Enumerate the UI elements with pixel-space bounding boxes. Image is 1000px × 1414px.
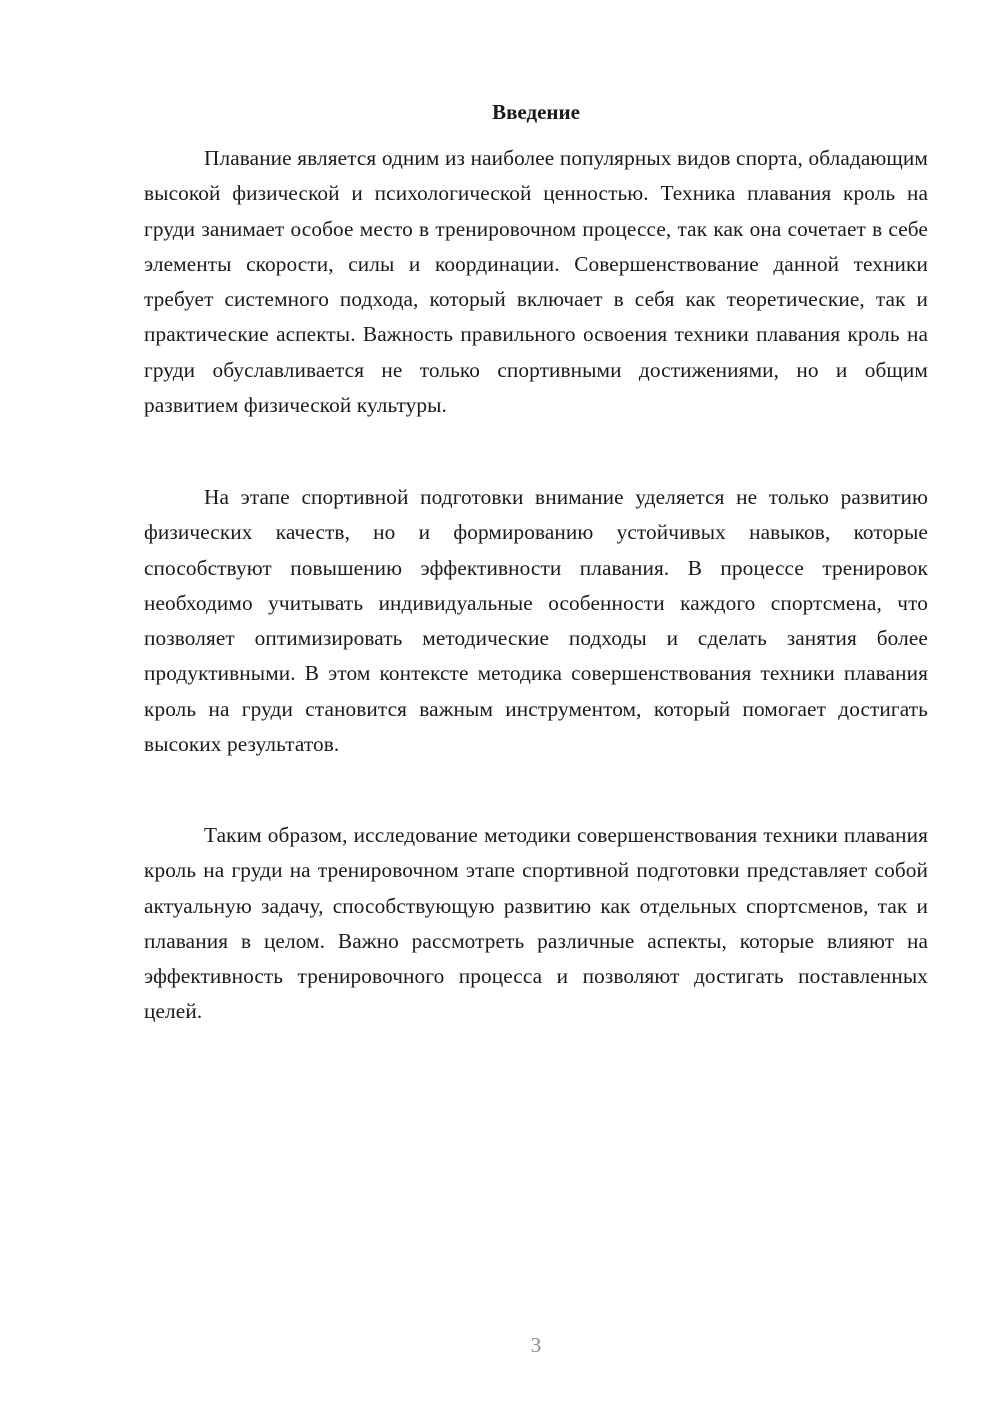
page-number: 3 [530,1333,542,1357]
paragraph-3: Таким образом, исследование методики совершенствования техники плавания кроль на груди на тренировочном этапе спортивной подготовки представляет собой актуальную задачу, способствующую развитию как отдельных спортсменов, так и плавания в целом. Важно рассмотреть различные аспекты, которые влияют на эффективность тренировочного процесса и позволяют достигать поставленных целей. [144,823,928,1024]
paragraph-2: На этапе спортивной подготовки внимание уделяется не только развитию физических качеств, но и формированию устойчивых навыков, которые способствуют повышению эффективности плавания. В процессе тренировок необходимо учитывать индивидуальные особенности каждого спортсмена, что позволяет оптимизировать методические подходы и сделать занятия более продуктивными. В этом контексте методика совершенствования техники плавания кроль на груди становится важным инструментом, который помогает достигать высоких результатов. [144,485,928,757]
section-title: Введение [492,100,580,124]
paragraph-1: Плавание является одним из наиболее популярных видов спорта, обладающим высокой физической и психологической ценностью. Техника плавания кроль на груди занимает особое место в тренировочном процессе, так как она сочетает в себе элементы скорости, силы и координации. Совершенствование данной техники требует системного подхода, который включает в себя как теоретические, так и практические аспекты. Важность правильного освоения техники плавания кроль на груди обуславливается не только спортивными достижениями, но и общим развитием физической культуры. [144,146,928,418]
